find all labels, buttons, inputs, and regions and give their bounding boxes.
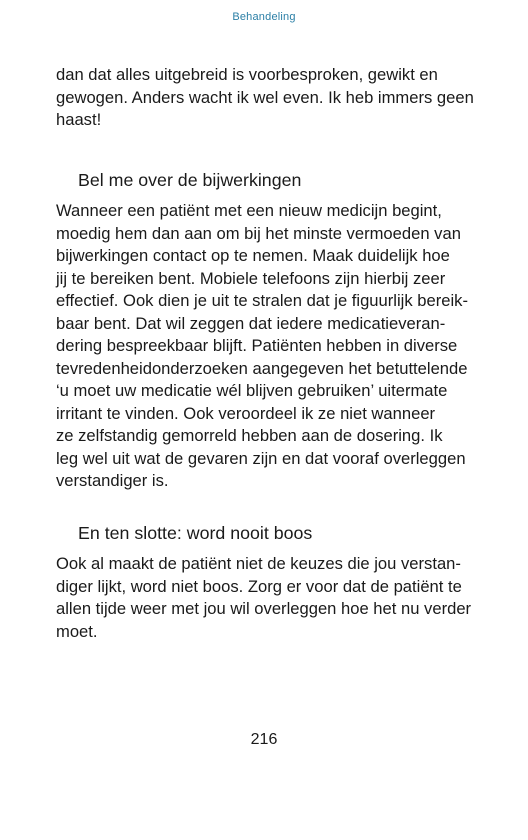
text-line: moet. xyxy=(56,621,98,641)
section-heading-never-angry: En ten slotte: word nooit boos xyxy=(78,523,313,543)
text-line: dering bespreekbaar blijft. Patiënten hebben in diverse xyxy=(56,336,458,355)
text-line: gewogen. Anders wacht ik wel even. Ik heb immers geen xyxy=(56,87,474,107)
text-line: diger lijkt, word niet boos. Zorg er voor dat de patiënt te xyxy=(56,576,462,596)
text-line: jij te bereiken bent. Mobiele telefoons zijn hierbij zeer xyxy=(56,268,446,288)
text-line: allen tijde weer met jou wil overleggen hoe het nu verder xyxy=(56,599,472,618)
text-line: ‘u moet uw medicatie wél blijven gebruiken’ uitermate xyxy=(56,381,448,400)
text-line: effectief. Ook dien je uit te stralen dat je figuurlijk bereik- xyxy=(56,291,468,310)
text-line: Wanneer een patiënt met een nieuw medicijn begint, xyxy=(56,201,442,220)
intro-paragraph xyxy=(56,64,476,132)
text-line: ze zelfstandig gemorreld hebben aan de dosering. Ik xyxy=(56,426,443,445)
text-line: irritant te vinden. Ook veroordeel ik ze niet wanneer xyxy=(56,403,436,423)
text-line: leg wel uit wat de gevaren zijn en dat vooraf overleggen xyxy=(56,448,466,468)
text-line: bijwerkingen contact op te nemen. Maak duidelijk hoe xyxy=(56,246,450,265)
never-angry-paragraph xyxy=(56,553,476,643)
text-line: tevredenheidonderzoeken aangegeven het betuttelende xyxy=(56,358,468,378)
text-line: baar bent. Dat wil zeggen dat iedere medicatieveran- xyxy=(56,313,446,333)
text-line: verstandiger is. xyxy=(56,471,169,490)
text-line: dan dat alles uitgebreid is voorbesproken, gewikt en xyxy=(56,65,438,84)
text-line: haast! xyxy=(56,110,102,129)
running-head: Behandeling xyxy=(232,11,296,23)
text-line: Ook al maakt de patiënt niet de keuzes die jou verstan- xyxy=(56,554,461,573)
section-heading-side-effects: Bel me over de bijwerkingen xyxy=(78,170,302,190)
text-line: moedig hem dan aan om bij het minste vermoeden van xyxy=(56,223,461,243)
side-effects-paragraph xyxy=(56,200,476,493)
page-number: 216 xyxy=(250,731,278,748)
